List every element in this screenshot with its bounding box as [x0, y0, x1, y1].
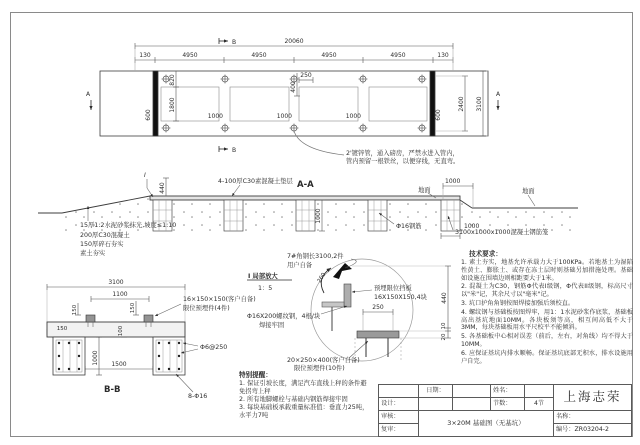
- detail-dim-20: 20: [441, 333, 447, 341]
- plan-dim-1000-2: 1000: [276, 113, 292, 120]
- bb-dim-1100: 1100: [112, 291, 128, 298]
- plan-dim-400: 400: [290, 81, 297, 93]
- tech-item: 4. 螺纹钢与基础板按图焊牢，用1：1水泥砂浆作底浆，基础板高出基坑地面10MM。各块板须等高，相互间高低不大于3MM，每块基础板用水平尺校平不能倾斜。: [461, 308, 633, 332]
- detail-rebar-label-2: 焊接牢固: [259, 322, 285, 329]
- plan-dim-4950-2: 4950: [251, 52, 267, 59]
- detail-angle-label-1: 7#角钢长3100,2件: [287, 253, 344, 260]
- plan-dim-600-left: 600: [145, 109, 152, 121]
- title-block-cell: [418, 397, 453, 411]
- company-name: 上海志荣: [553, 384, 632, 411]
- detail-dim-250: 250: [372, 304, 384, 311]
- section-bb-view: [47, 284, 198, 392]
- plan-dim-4950-4: 4950: [390, 52, 406, 59]
- title-block-cell: [524, 384, 554, 398]
- bb-dim-1000: 1000: [92, 350, 99, 366]
- plan-dim-130-left: 130: [139, 52, 151, 59]
- bb-dim-3100: 3100: [108, 279, 124, 286]
- special-note-title: 特别提醒：: [239, 371, 272, 379]
- drawing-title-label: 名称：: [553, 410, 632, 424]
- section-a-markers: [91, 100, 498, 110]
- pipe-note-line-1: 2'镀锌管，通入磅房，严禁水进入管内，: [346, 150, 459, 157]
- special-note-line: 免拐弯上秤: [239, 388, 271, 395]
- special-note-line: 水平力7吨: [239, 412, 269, 419]
- plan-dim-600-right: 600: [435, 109, 442, 121]
- aa-dim-440: 440: [159, 182, 166, 194]
- bb-dim-150-b: 150: [130, 302, 136, 314]
- tech-requirements: [461, 250, 633, 366]
- bb-dim-150-a: 150: [72, 304, 78, 316]
- sections-value: 4节: [524, 397, 554, 411]
- angle-leg: [322, 302, 344, 307]
- aa-dim-1000-depth: 1000: [315, 208, 322, 224]
- special-note-line: 1. 保证引坡长度，满足汽车直线上秤的条件避: [239, 380, 367, 387]
- detail-embed-label-2: 限位预埋件(10件): [294, 365, 345, 372]
- detail-scale: 1：5: [258, 285, 273, 292]
- aa-ground-label-1: 地面: [418, 187, 431, 194]
- bb-title: B-B: [104, 385, 121, 395]
- aa-note-1: 15厚1:2水泥砂浆抹光,坡度≤1:10: [80, 222, 177, 229]
- bb-stirrup-label: Φ6@250: [200, 344, 228, 351]
- plan-marker-a-right: A: [495, 91, 501, 98]
- aa-cushion-label: 4-100厚C30素混凝土垫层: [218, 178, 293, 185]
- aa-note-3: 150厚碎石夯实: [80, 241, 124, 248]
- plan-dim-130-right: 130: [437, 52, 449, 59]
- aa-title: A-A: [297, 180, 314, 190]
- plan-dim-3100: 3100: [476, 96, 483, 112]
- tech-item: 5. 各基础板中心相对误差（前后，左右，对角线）均不得大于10MM。: [461, 333, 633, 348]
- bb-slab: [47, 322, 185, 337]
- special-note-line: 3. 每块基础板承载重量标准值：垂直力25吨，: [239, 404, 369, 411]
- detail-baffle-label-1: 预埋限位挡板: [374, 285, 412, 292]
- name-label: 姓名：: [490, 384, 525, 398]
- bb-plate-right: [144, 315, 153, 322]
- pipe-note: [346, 150, 481, 166]
- detail-bend-dim: 260: [316, 271, 328, 285]
- aa-dim-1000-width: 1000: [464, 223, 480, 230]
- detail-baffle-label-2: 16X150X150,4块: [374, 294, 427, 301]
- detail-rebar-label-1: Φ16X200螺纹钢，4根/块: [247, 313, 321, 320]
- base-anchors: [366, 338, 388, 357]
- bb-embed-label-1: 16×150×150(客户自备): [183, 296, 256, 303]
- special-note-line: 2. 所有地脚螺栓与基础内钢筋焊接牢固: [239, 396, 348, 403]
- plan-dim-4950-1: 4950: [182, 52, 198, 59]
- plan-dim-1800: 1800: [169, 97, 176, 113]
- detail-embed-label-1: 20×250×400(客户自备): [287, 357, 360, 364]
- aa-detail-mark: I: [144, 172, 146, 179]
- aa-note-4: 素土夯实: [80, 250, 106, 257]
- detail-dim-10: 10: [441, 322, 447, 330]
- detail-angle-label-2: 用户自备: [287, 262, 313, 269]
- bb-embed-label-2: 限位预埋件(4件): [183, 305, 230, 312]
- bb-dim-1500: 1500: [111, 361, 127, 368]
- pipe-note-line-2: 管内预留一根铁丝，以便穿线，无直弯。: [346, 158, 460, 165]
- aa-cage-label: 3100x1000x1000混凝土钢筋笼: [455, 229, 549, 236]
- recheck-label: 复审：: [378, 423, 419, 437]
- detail-dim-lines: [352, 266, 451, 341]
- bb-plate-left: [86, 315, 95, 322]
- date-label: 日期：: [418, 384, 453, 398]
- bb-dim-100: 100: [118, 325, 124, 337]
- angle-steel: [333, 263, 352, 279]
- design-label: 设计：: [378, 397, 419, 411]
- baffle-plate: [344, 284, 351, 307]
- plan-dim-250: 250: [300, 72, 312, 79]
- tech-item: 3. 坑口护角角钢按图焊接加强后须校直。: [461, 299, 575, 307]
- section-b-markers: [219, 38, 228, 152]
- base-plate: [357, 331, 399, 338]
- sections-label: 节数：: [490, 397, 525, 411]
- check-label: 审核：: [378, 410, 419, 424]
- drawing-number: 编号：ZR03204-2: [553, 423, 632, 437]
- plan-dim-2400: 2400: [458, 96, 465, 112]
- tech-title: 技术要求：: [469, 250, 502, 258]
- plan-dim-total: 20060: [284, 38, 304, 45]
- plan-texts: [86, 38, 501, 154]
- tech-item: 2. 混凝土为C30，钢筋Φ代表I级钢，Φ代表II级钢，标高尺寸以"米"记，其余尺寸以"毫米"记。: [461, 283, 633, 299]
- end-rail-left: [153, 71, 158, 136]
- plan-dim-1000-3: 1000: [345, 113, 361, 120]
- title-block-cell: [378, 384, 419, 398]
- aa-rebar-label: Φ16钢筋: [396, 223, 422, 230]
- plan-dim-1000-1: 1000: [207, 113, 223, 120]
- end-rail-right: [430, 71, 435, 136]
- tech-item: 6. 应保证基坑内排水顺畅。保证基坑底部无积水，排水设施用户自完。: [461, 349, 633, 365]
- aa-dim-1000-berm: 1000: [445, 178, 461, 185]
- plan-dim-820: 820: [169, 74, 176, 86]
- aa-note-2: 200厚C30混凝土: [80, 232, 130, 239]
- plan-marker-a-left: A: [85, 91, 91, 98]
- plan-dim-4950-3: 4950: [321, 52, 337, 59]
- detail-dim-440: 440: [441, 292, 448, 304]
- detail-title: I 局部放大: [248, 273, 278, 280]
- plan-marker-b-bottom: B: [232, 147, 237, 154]
- aa-ground-label-2: 地面: [522, 188, 535, 195]
- pipe-leader: [294, 131, 344, 155]
- plan-marker-b-top: B: [232, 39, 237, 46]
- tech-item: 1. 素土夯实，地基允许承载力大于100KPa。若地基土为湿陷性黄土、膨胀土、或存在冻土层时则基础另加措施处理。基础如设施在围墙边则相距要大于1米。: [461, 259, 633, 282]
- title-block-cell: [452, 384, 491, 398]
- bb-dim-150-c: 150: [56, 326, 68, 332]
- title-block-cell: [452, 397, 491, 411]
- bb-rebar-label: 8-Φ16: [188, 393, 208, 400]
- drawing-name: 3×20M 基础图（无基坑）: [418, 410, 554, 437]
- detail-leaders: [321, 259, 372, 358]
